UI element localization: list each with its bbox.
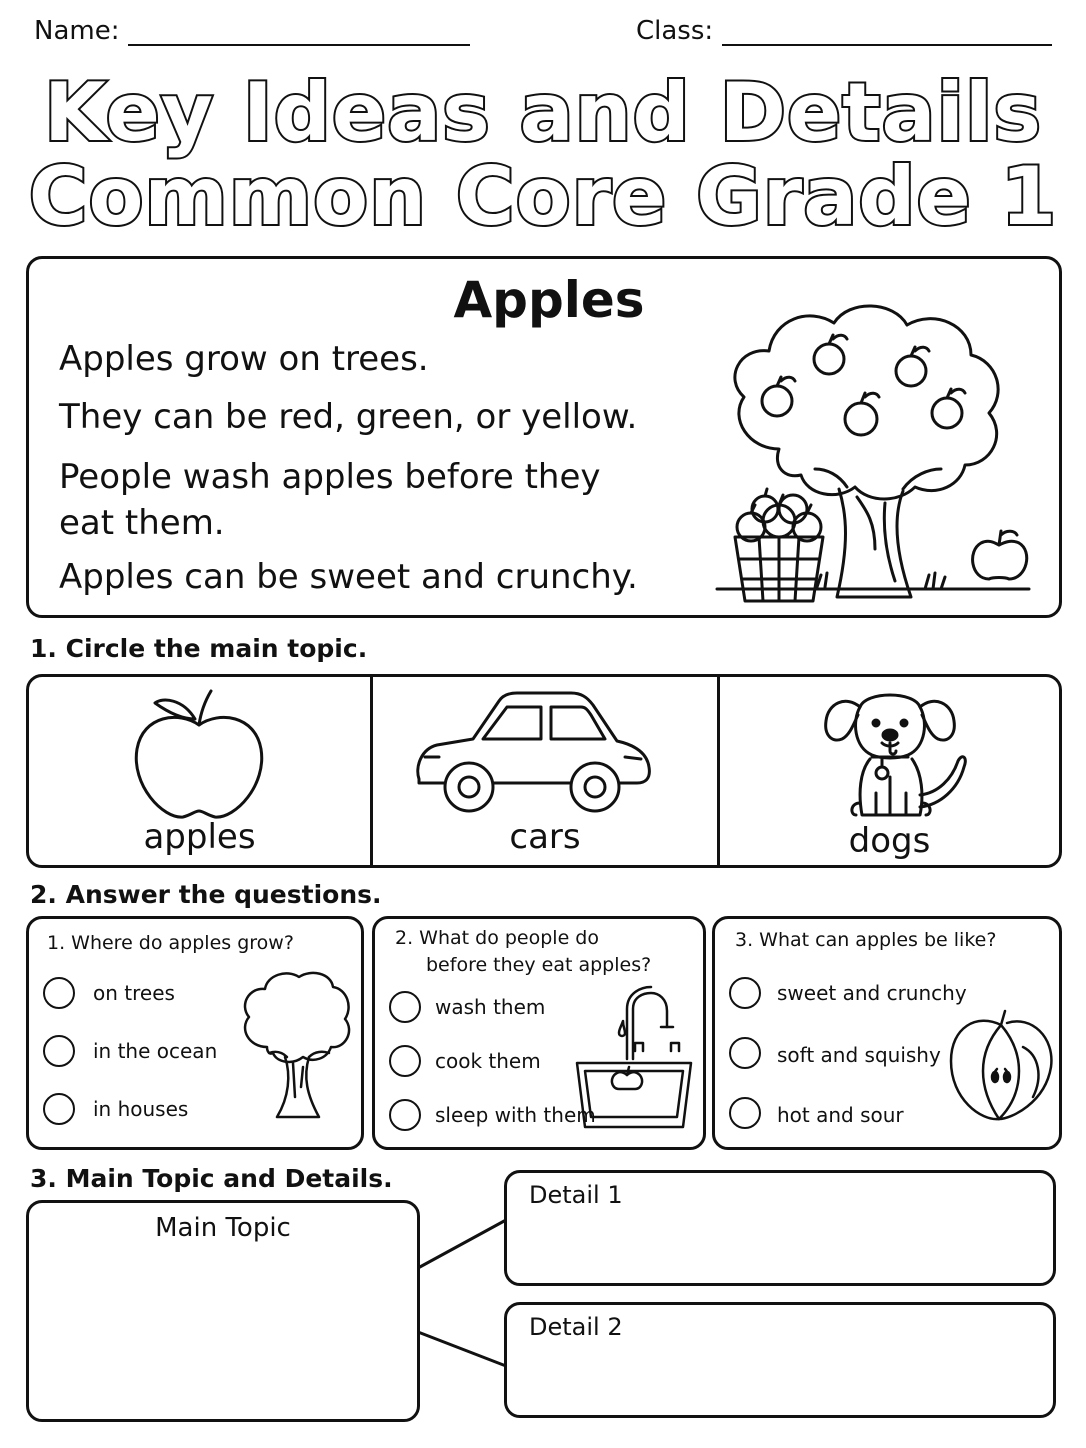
apple-half-icon xyxy=(947,1007,1057,1127)
passage-line: They can be red, green, or yellow. xyxy=(59,397,638,437)
question-card-3 xyxy=(712,916,1062,1150)
choice-label: apples xyxy=(143,817,256,857)
answer-bubble[interactable] xyxy=(729,1097,761,1129)
name-field[interactable] xyxy=(128,44,470,46)
answer-bubble[interactable] xyxy=(43,1093,75,1125)
passage-line: People wash apples before they xyxy=(59,457,601,497)
topic-choices-box xyxy=(26,674,1062,868)
answer-bubble[interactable] xyxy=(389,1099,421,1131)
answer-option: on trees xyxy=(93,981,175,1005)
class-field[interactable] xyxy=(722,44,1052,46)
answer-bubble[interactable] xyxy=(729,1037,761,1069)
passage-box xyxy=(26,256,1062,618)
section2-heading: 2. Answer the questions. xyxy=(30,880,382,909)
answer-option: wash them xyxy=(435,995,546,1019)
tree-icon xyxy=(237,967,353,1123)
question-prompt: 2. What do people do xyxy=(395,927,599,949)
detail1-box[interactable] xyxy=(504,1170,1056,1286)
worksheet-title-line1: Key Ideas and Details xyxy=(44,66,1042,159)
name-label: Name: xyxy=(34,16,120,46)
answer-option: in the ocean xyxy=(93,1039,218,1063)
passage-title: Apples xyxy=(453,271,645,329)
question-prompt: 1. Where do apples grow? xyxy=(47,932,294,954)
answer-bubble[interactable] xyxy=(43,1035,75,1067)
passage-line: eat them. xyxy=(59,503,225,543)
question-prompt: 3. What can apples be like? xyxy=(735,929,997,951)
passage-line: Apples can be sweet and crunchy. xyxy=(59,557,638,597)
detail2-label: Detail 2 xyxy=(529,1313,623,1341)
section1-heading: 1. Circle the main topic. xyxy=(30,634,368,663)
answer-option: hot and sour xyxy=(777,1103,904,1127)
class-label: Class: xyxy=(636,16,714,46)
apple-tree-icon xyxy=(689,289,1049,609)
answer-option: in houses xyxy=(93,1097,189,1121)
choice-apples[interactable] xyxy=(29,677,370,865)
sink-icon xyxy=(571,989,697,1135)
main-topic-label: Main Topic xyxy=(155,1213,291,1243)
connector-lines xyxy=(418,1200,510,1380)
question-card-1 xyxy=(26,916,364,1150)
answer-option: sweet and crunchy xyxy=(777,981,967,1005)
section3-heading: 3. Main Topic and Details. xyxy=(30,1164,393,1193)
worksheet-title-line2: Common Core Grade 1 xyxy=(28,150,1058,243)
passage-line: Apples grow on trees. xyxy=(59,339,429,379)
question-card-2 xyxy=(372,916,706,1150)
detail1-label: Detail 1 xyxy=(529,1181,623,1209)
answer-bubble[interactable] xyxy=(729,977,761,1009)
answer-bubble[interactable] xyxy=(389,991,421,1023)
answer-option: soft and squishy xyxy=(777,1043,941,1067)
question-prompt: before they eat apples? xyxy=(426,954,652,976)
answer-bubble[interactable] xyxy=(43,977,75,1009)
apple-icon xyxy=(129,685,269,821)
main-topic-box[interactable] xyxy=(26,1200,420,1422)
dog-icon xyxy=(820,681,970,827)
choice-dogs[interactable] xyxy=(720,677,1059,865)
choice-cars[interactable] xyxy=(373,677,717,865)
answer-option: sleep with them xyxy=(435,1103,596,1127)
choice-label: cars xyxy=(509,817,581,857)
car-icon xyxy=(411,687,655,815)
answer-bubble[interactable] xyxy=(389,1045,421,1077)
detail2-box[interactable] xyxy=(504,1302,1056,1418)
choice-label: dogs xyxy=(848,821,931,861)
answer-option: cook them xyxy=(435,1049,541,1073)
